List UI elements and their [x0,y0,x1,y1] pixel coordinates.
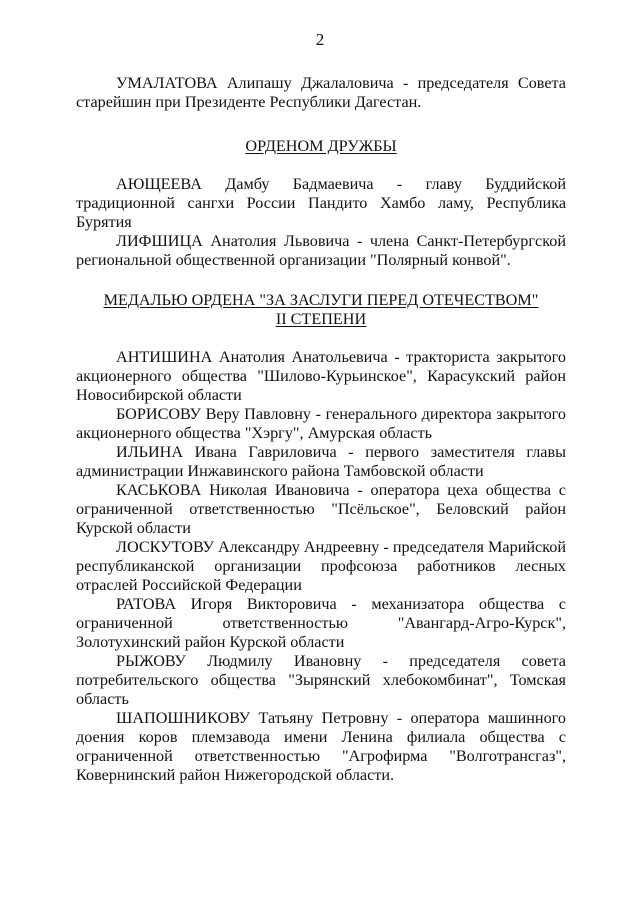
award-paragraph: ЛИФШИЦА Анатолия Львовича - члена Санкт-Петербургской региональной общественной организации "Полярный конвой". [76,232,566,269]
award-paragraph: КАСЬКОВА Николая Ивановича - оператора цеха общества с ограниченной ответственностью "Псёльское", Беловский район Курской области [76,481,566,537]
section-heading-medal-line1: МЕДАЛЬЮ ОРДЕНА "ЗА ЗАСЛУГИ ПЕРЕД ОТЕЧЕСТВОМ" [103,291,539,309]
page-number: 2 [315,30,325,49]
award-paragraph: РАТОВА Игоря Викторовича - механизатора общества с ограниченной ответственностью "Авангард-Агро-Курск", Золотухинский район Курской области [76,595,566,651]
section-heading-order-of-friendship: ОРДЕНОМ ДРУЖБЫ [245,137,397,155]
award-paragraph: АНТИШИНА Анатолия Анатольевича - тракториста закрытого акционерного общества "Шилово-Курьинское", Карасукский район Новосибирской области [76,348,566,404]
award-paragraph: РЫЖОВУ Людмилу Ивановну - председателя совета потребительского общества "Зырянский хлебокомбинат", Томская область [76,652,566,708]
section-heading-medal [76,291,566,329]
intro-block [76,74,566,112]
award-paragraph: ЛОСКУТОВУ Александру Андреевну - председателя Марийской республиканской организации профсоюза работников лесных отраслей Российской Федерации [76,538,566,594]
award-paragraph: УМАЛАТОВА Алипашу Джалаловича - председателя Совета старейшин при Президенте Республики Дагестан. [76,74,566,111]
section-heading-medal-line2: II СТЕПЕНИ [275,310,367,328]
award-paragraph: АЮЩЕЕВА Дамбу Бадмаевича - главу Буддийской традиционной сангхи России Пандито Хамбо ламу, Республика Бурятия [76,175,566,231]
award-paragraph: ШАПОШНИКОВУ Татьяну Петровну - оператора машинного доения коров племзавода имени Ленина филиала общества с ограниченной ответственностью "Агрофирма "Волготрансгаз", Ковернинский район Нижегородской области. [76,709,566,784]
award-paragraph: БОРИСОВУ Веру Павловну - генерального директора закрытого акционерного общества "Хэргу", Амурская область [76,405,566,442]
award-paragraph: ИЛЬИНА Ивана Гавриловича - первого заместителя главы администрации Инжавинского района Тамбовской области [76,443,566,480]
medal-block [76,348,566,785]
friendship-block [76,175,566,270]
